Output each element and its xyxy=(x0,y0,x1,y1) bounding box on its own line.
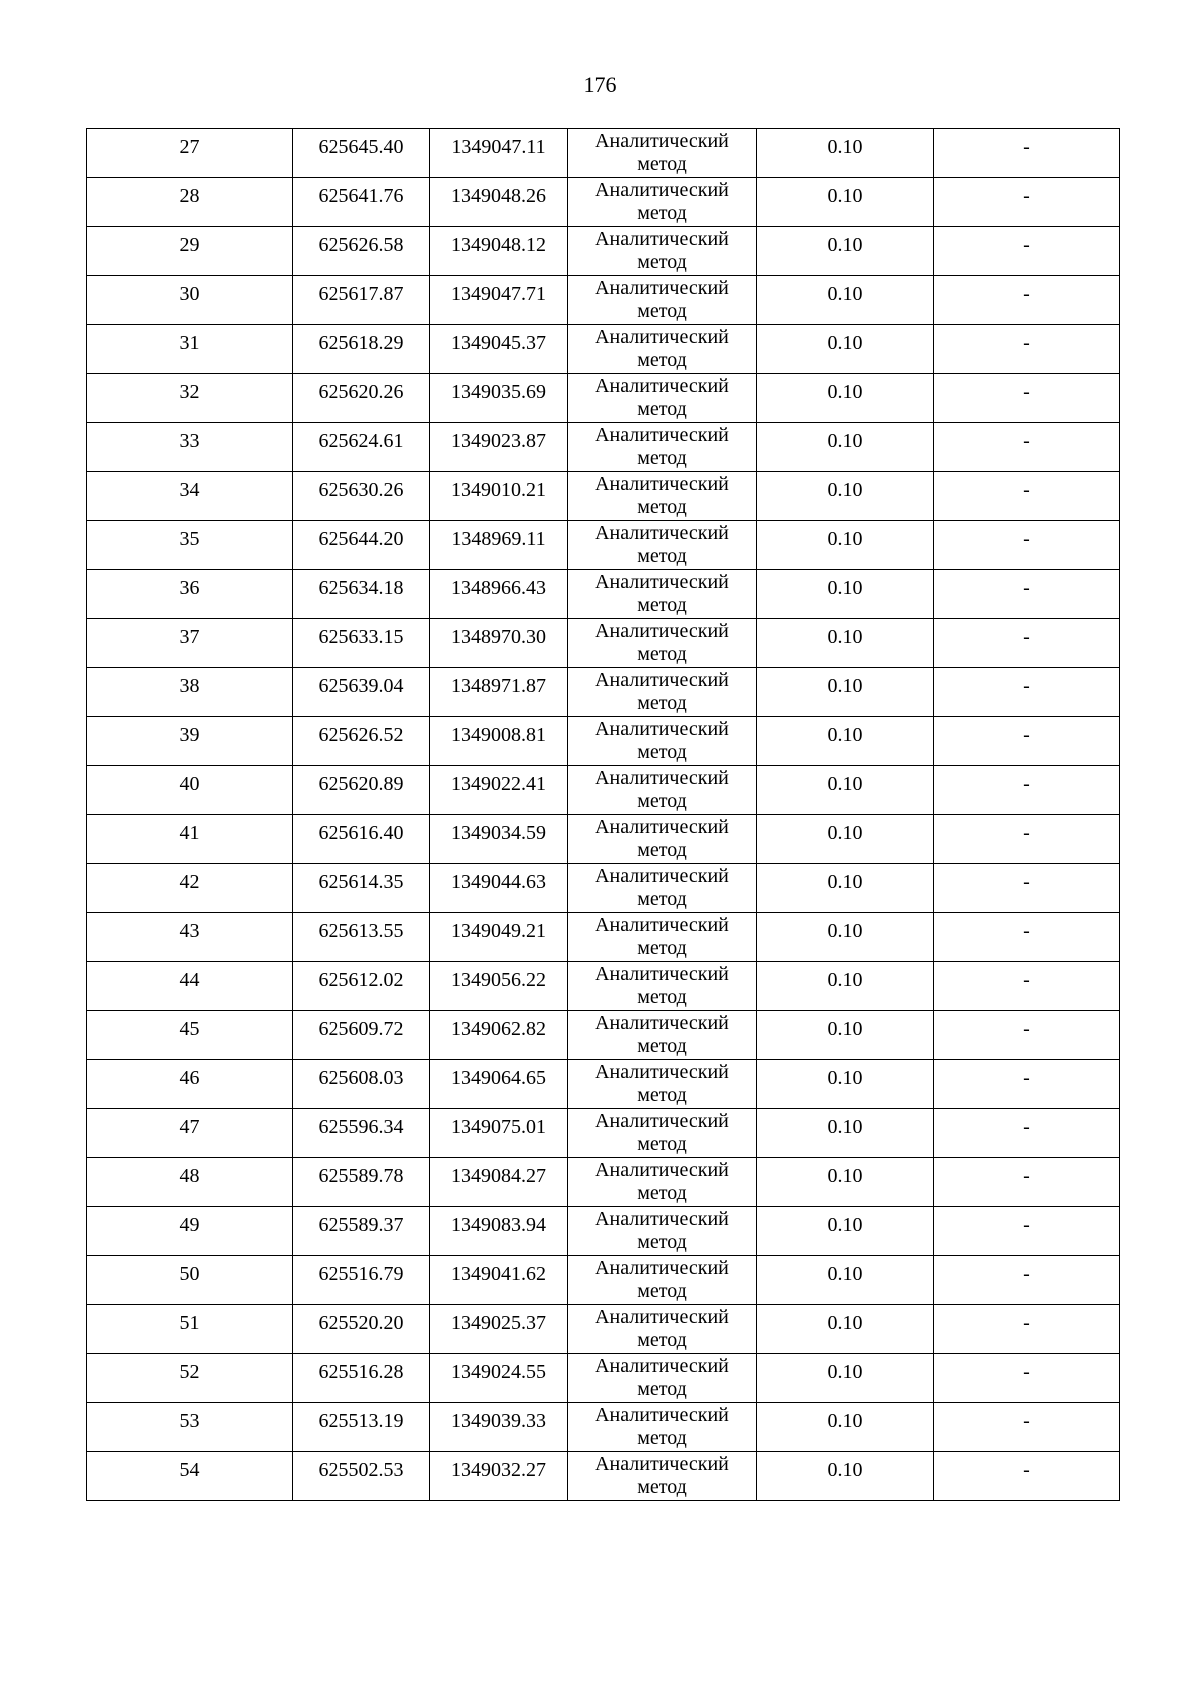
accuracy-cell: 0.10 xyxy=(757,227,934,276)
method-cell xyxy=(568,570,757,619)
note-cell: - xyxy=(934,521,1120,570)
method-label-line2: метод xyxy=(637,790,687,812)
method-label-line1: Аналитический xyxy=(595,1110,729,1132)
method-label-line2: метод xyxy=(637,1182,687,1204)
table-row xyxy=(87,423,1120,472)
point-number-cell: 32 xyxy=(87,374,293,423)
y-coordinate-cell: 1349035.69 xyxy=(430,374,568,423)
table-row xyxy=(87,1452,1120,1501)
y-coordinate-cell: 1349041.62 xyxy=(430,1256,568,1305)
point-number-cell: 51 xyxy=(87,1305,293,1354)
method-label-line2: метод xyxy=(637,741,687,763)
y-coordinate-cell: 1348966.43 xyxy=(430,570,568,619)
table-body xyxy=(87,129,1120,1501)
x-coordinate-cell: 625608.03 xyxy=(293,1060,430,1109)
method-label-line2: метод xyxy=(637,888,687,910)
method-cell xyxy=(568,129,757,178)
y-coordinate-cell: 1348969.11 xyxy=(430,521,568,570)
accuracy-cell: 0.10 xyxy=(757,962,934,1011)
method-label-line1: Аналитический xyxy=(595,326,729,348)
table-row xyxy=(87,570,1120,619)
y-coordinate-cell: 1349024.55 xyxy=(430,1354,568,1403)
table-row xyxy=(87,1109,1120,1158)
y-coordinate-cell: 1349032.27 xyxy=(430,1452,568,1501)
method-label-line2: метод xyxy=(637,300,687,322)
note-cell: - xyxy=(934,570,1120,619)
note-cell: - xyxy=(934,766,1120,815)
y-coordinate-cell: 1349056.22 xyxy=(430,962,568,1011)
method-cell xyxy=(568,178,757,227)
method-label-line2: метод xyxy=(637,1035,687,1057)
y-coordinate-cell: 1349083.94 xyxy=(430,1207,568,1256)
accuracy-cell: 0.10 xyxy=(757,1109,934,1158)
y-coordinate-cell: 1349045.37 xyxy=(430,325,568,374)
y-coordinate-cell: 1349062.82 xyxy=(430,1011,568,1060)
note-cell: - xyxy=(934,423,1120,472)
method-label-line1: Аналитический xyxy=(595,1257,729,1279)
method-label-line1: Аналитический xyxy=(595,130,729,152)
method-label-line1: Аналитический xyxy=(595,473,729,495)
method-label-line2: метод xyxy=(637,594,687,616)
point-number-cell: 50 xyxy=(87,1256,293,1305)
method-label-line2: метод xyxy=(637,447,687,469)
x-coordinate-cell: 625516.28 xyxy=(293,1354,430,1403)
point-number-cell: 35 xyxy=(87,521,293,570)
point-number-cell: 44 xyxy=(87,962,293,1011)
method-label-line1: Аналитический xyxy=(595,375,729,397)
accuracy-cell: 0.10 xyxy=(757,913,934,962)
point-number-cell: 49 xyxy=(87,1207,293,1256)
table-row xyxy=(87,1207,1120,1256)
accuracy-cell: 0.10 xyxy=(757,668,934,717)
method-cell xyxy=(568,521,757,570)
method-label-line2: метод xyxy=(637,398,687,420)
method-cell xyxy=(568,1452,757,1501)
x-coordinate-cell: 625516.79 xyxy=(293,1256,430,1305)
x-coordinate-cell: 625589.78 xyxy=(293,1158,430,1207)
point-number-cell: 41 xyxy=(87,815,293,864)
method-label-line1: Аналитический xyxy=(595,1159,729,1181)
note-cell: - xyxy=(934,178,1120,227)
method-cell xyxy=(568,227,757,276)
x-coordinate-cell: 625596.34 xyxy=(293,1109,430,1158)
method-label-line1: Аналитический xyxy=(595,914,729,936)
y-coordinate-cell: 1349010.21 xyxy=(430,472,568,521)
table-row xyxy=(87,374,1120,423)
method-cell xyxy=(568,423,757,472)
method-label-line1: Аналитический xyxy=(595,228,729,250)
x-coordinate-cell: 625620.89 xyxy=(293,766,430,815)
method-label-line2: метод xyxy=(637,1231,687,1253)
accuracy-cell: 0.10 xyxy=(757,325,934,374)
method-label-line1: Аналитический xyxy=(595,718,729,740)
y-coordinate-cell: 1349047.11 xyxy=(430,129,568,178)
point-number-cell: 40 xyxy=(87,766,293,815)
method-label-line1: Аналитический xyxy=(595,277,729,299)
method-label-line1: Аналитический xyxy=(595,816,729,838)
point-number-cell: 42 xyxy=(87,864,293,913)
method-label-line1: Аналитический xyxy=(595,522,729,544)
note-cell: - xyxy=(934,1109,1120,1158)
accuracy-cell: 0.10 xyxy=(757,717,934,766)
table-row xyxy=(87,472,1120,521)
table-row xyxy=(87,521,1120,570)
method-cell xyxy=(568,864,757,913)
method-label-line2: метод xyxy=(637,349,687,371)
method-label-line1: Аналитический xyxy=(595,571,729,593)
method-label-line1: Аналитический xyxy=(595,963,729,985)
note-cell: - xyxy=(934,962,1120,1011)
note-cell: - xyxy=(934,1452,1120,1501)
table-row xyxy=(87,864,1120,913)
point-number-cell: 27 xyxy=(87,129,293,178)
table-row xyxy=(87,668,1120,717)
note-cell: - xyxy=(934,1256,1120,1305)
method-cell xyxy=(568,717,757,766)
x-coordinate-cell: 625620.26 xyxy=(293,374,430,423)
point-number-cell: 54 xyxy=(87,1452,293,1501)
method-label-line1: Аналитический xyxy=(595,424,729,446)
method-label-line1: Аналитический xyxy=(595,1061,729,1083)
note-cell: - xyxy=(934,325,1120,374)
accuracy-cell: 0.10 xyxy=(757,815,934,864)
method-cell xyxy=(568,1305,757,1354)
note-cell: - xyxy=(934,1011,1120,1060)
coordinates-table xyxy=(86,128,1120,1501)
accuracy-cell: 0.10 xyxy=(757,1158,934,1207)
method-cell xyxy=(568,668,757,717)
method-cell xyxy=(568,1207,757,1256)
x-coordinate-cell: 625624.61 xyxy=(293,423,430,472)
method-cell xyxy=(568,374,757,423)
y-coordinate-cell: 1349049.21 xyxy=(430,913,568,962)
y-coordinate-cell: 1349084.27 xyxy=(430,1158,568,1207)
note-cell: - xyxy=(934,472,1120,521)
method-label-line2: метод xyxy=(637,1329,687,1351)
accuracy-cell: 0.10 xyxy=(757,570,934,619)
accuracy-cell: 0.10 xyxy=(757,619,934,668)
accuracy-cell: 0.10 xyxy=(757,1403,934,1452)
method-label-line1: Аналитический xyxy=(595,865,729,887)
table-row xyxy=(87,913,1120,962)
y-coordinate-cell: 1349044.63 xyxy=(430,864,568,913)
method-cell xyxy=(568,1354,757,1403)
x-coordinate-cell: 625614.35 xyxy=(293,864,430,913)
table-row xyxy=(87,325,1120,374)
table-row xyxy=(87,129,1120,178)
method-label-line2: метод xyxy=(637,692,687,714)
accuracy-cell: 0.10 xyxy=(757,1452,934,1501)
accuracy-cell: 0.10 xyxy=(757,129,934,178)
note-cell: - xyxy=(934,619,1120,668)
x-coordinate-cell: 625589.37 xyxy=(293,1207,430,1256)
x-coordinate-cell: 625626.52 xyxy=(293,717,430,766)
y-coordinate-cell: 1349023.87 xyxy=(430,423,568,472)
method-label-line2: метод xyxy=(637,1378,687,1400)
point-number-cell: 30 xyxy=(87,276,293,325)
method-label-line2: метод xyxy=(637,202,687,224)
note-cell: - xyxy=(934,1158,1120,1207)
method-cell xyxy=(568,913,757,962)
x-coordinate-cell: 625633.15 xyxy=(293,619,430,668)
table-row xyxy=(87,815,1120,864)
note-cell: - xyxy=(934,227,1120,276)
accuracy-cell: 0.10 xyxy=(757,1011,934,1060)
y-coordinate-cell: 1349075.01 xyxy=(430,1109,568,1158)
note-cell: - xyxy=(934,374,1120,423)
table-row xyxy=(87,1060,1120,1109)
method-label-line1: Аналитический xyxy=(595,1306,729,1328)
y-coordinate-cell: 1349022.41 xyxy=(430,766,568,815)
method-label-line2: метод xyxy=(637,1476,687,1498)
method-label-line1: Аналитический xyxy=(595,1453,729,1475)
point-number-cell: 29 xyxy=(87,227,293,276)
table-row xyxy=(87,619,1120,668)
note-cell: - xyxy=(934,276,1120,325)
method-label-line2: метод xyxy=(637,1133,687,1155)
note-cell: - xyxy=(934,717,1120,766)
table-row xyxy=(87,1158,1120,1207)
x-coordinate-cell: 625616.40 xyxy=(293,815,430,864)
accuracy-cell: 0.10 xyxy=(757,864,934,913)
method-cell xyxy=(568,1109,757,1158)
x-coordinate-cell: 625618.29 xyxy=(293,325,430,374)
method-cell xyxy=(568,1158,757,1207)
y-coordinate-cell: 1349008.81 xyxy=(430,717,568,766)
table-row xyxy=(87,717,1120,766)
method-label-line2: метод xyxy=(637,251,687,273)
accuracy-cell: 0.10 xyxy=(757,276,934,325)
x-coordinate-cell: 625612.02 xyxy=(293,962,430,1011)
method-cell xyxy=(568,766,757,815)
method-cell xyxy=(568,962,757,1011)
method-label-line2: метод xyxy=(637,1427,687,1449)
x-coordinate-cell: 625613.55 xyxy=(293,913,430,962)
point-number-cell: 45 xyxy=(87,1011,293,1060)
note-cell: - xyxy=(934,668,1120,717)
x-coordinate-cell: 625639.04 xyxy=(293,668,430,717)
method-label-line1: Аналитический xyxy=(595,767,729,789)
x-coordinate-cell: 625645.40 xyxy=(293,129,430,178)
method-cell xyxy=(568,325,757,374)
table-row xyxy=(87,276,1120,325)
point-number-cell: 53 xyxy=(87,1403,293,1452)
table-row xyxy=(87,1256,1120,1305)
method-label-line1: Аналитический xyxy=(595,1355,729,1377)
method-cell xyxy=(568,1060,757,1109)
method-label-line2: метод xyxy=(637,1280,687,1302)
method-label-line2: метод xyxy=(637,839,687,861)
point-number-cell: 37 xyxy=(87,619,293,668)
accuracy-cell: 0.10 xyxy=(757,1305,934,1354)
method-cell xyxy=(568,472,757,521)
accuracy-cell: 0.10 xyxy=(757,1060,934,1109)
note-cell: - xyxy=(934,864,1120,913)
note-cell: - xyxy=(934,1207,1120,1256)
point-number-cell: 46 xyxy=(87,1060,293,1109)
method-cell xyxy=(568,276,757,325)
x-coordinate-cell: 625617.87 xyxy=(293,276,430,325)
note-cell: - xyxy=(934,1354,1120,1403)
y-coordinate-cell: 1349039.33 xyxy=(430,1403,568,1452)
accuracy-cell: 0.10 xyxy=(757,472,934,521)
point-number-cell: 34 xyxy=(87,472,293,521)
method-cell xyxy=(568,619,757,668)
table-row xyxy=(87,766,1120,815)
note-cell: - xyxy=(934,1305,1120,1354)
accuracy-cell: 0.10 xyxy=(757,1207,934,1256)
x-coordinate-cell: 625630.26 xyxy=(293,472,430,521)
note-cell: - xyxy=(934,815,1120,864)
accuracy-cell: 0.10 xyxy=(757,178,934,227)
note-cell: - xyxy=(934,913,1120,962)
table-row xyxy=(87,227,1120,276)
x-coordinate-cell: 625520.20 xyxy=(293,1305,430,1354)
table-row xyxy=(87,178,1120,227)
accuracy-cell: 0.10 xyxy=(757,374,934,423)
method-label-line2: метод xyxy=(637,153,687,175)
y-coordinate-cell: 1349048.12 xyxy=(430,227,568,276)
point-number-cell: 39 xyxy=(87,717,293,766)
y-coordinate-cell: 1349025.37 xyxy=(430,1305,568,1354)
method-label-line2: метод xyxy=(637,937,687,959)
method-label-line2: метод xyxy=(637,643,687,665)
method-label-line2: метод xyxy=(637,986,687,1008)
point-number-cell: 33 xyxy=(87,423,293,472)
y-coordinate-cell: 1349034.59 xyxy=(430,815,568,864)
method-label-line1: Аналитический xyxy=(595,669,729,691)
point-number-cell: 48 xyxy=(87,1158,293,1207)
point-number-cell: 38 xyxy=(87,668,293,717)
method-label-line1: Аналитический xyxy=(595,179,729,201)
point-number-cell: 47 xyxy=(87,1109,293,1158)
note-cell: - xyxy=(934,1403,1120,1452)
accuracy-cell: 0.10 xyxy=(757,423,934,472)
x-coordinate-cell: 625634.18 xyxy=(293,570,430,619)
accuracy-cell: 0.10 xyxy=(757,1256,934,1305)
point-number-cell: 28 xyxy=(87,178,293,227)
page-number: 176 xyxy=(583,72,617,97)
y-coordinate-cell: 1349047.71 xyxy=(430,276,568,325)
method-cell xyxy=(568,1011,757,1060)
method-label-line2: метод xyxy=(637,1084,687,1106)
x-coordinate-cell: 625626.58 xyxy=(293,227,430,276)
method-cell xyxy=(568,1403,757,1452)
y-coordinate-cell: 1349064.65 xyxy=(430,1060,568,1109)
x-coordinate-cell: 625502.53 xyxy=(293,1452,430,1501)
method-label-line1: Аналитический xyxy=(595,1208,729,1230)
method-label-line1: Аналитический xyxy=(595,620,729,642)
table-row xyxy=(87,1354,1120,1403)
method-label-line1: Аналитический xyxy=(595,1404,729,1426)
y-coordinate-cell: 1348970.30 xyxy=(430,619,568,668)
accuracy-cell: 0.10 xyxy=(757,766,934,815)
method-cell xyxy=(568,1256,757,1305)
table-row xyxy=(87,1403,1120,1452)
x-coordinate-cell: 625609.72 xyxy=(293,1011,430,1060)
method-cell xyxy=(568,815,757,864)
x-coordinate-cell: 625513.19 xyxy=(293,1403,430,1452)
method-label-line2: метод xyxy=(637,545,687,567)
point-number-cell: 43 xyxy=(87,913,293,962)
method-label-line2: метод xyxy=(637,496,687,518)
x-coordinate-cell: 625644.20 xyxy=(293,521,430,570)
point-number-cell: 31 xyxy=(87,325,293,374)
note-cell: - xyxy=(934,1060,1120,1109)
table-row xyxy=(87,962,1120,1011)
y-coordinate-cell: 1349048.26 xyxy=(430,178,568,227)
accuracy-cell: 0.10 xyxy=(757,521,934,570)
table-row xyxy=(87,1305,1120,1354)
accuracy-cell: 0.10 xyxy=(757,1354,934,1403)
method-label-line1: Аналитический xyxy=(595,1012,729,1034)
note-cell: - xyxy=(934,129,1120,178)
point-number-cell: 36 xyxy=(87,570,293,619)
table-row xyxy=(87,1011,1120,1060)
x-coordinate-cell: 625641.76 xyxy=(293,178,430,227)
y-coordinate-cell: 1348971.87 xyxy=(430,668,568,717)
point-number-cell: 52 xyxy=(87,1354,293,1403)
